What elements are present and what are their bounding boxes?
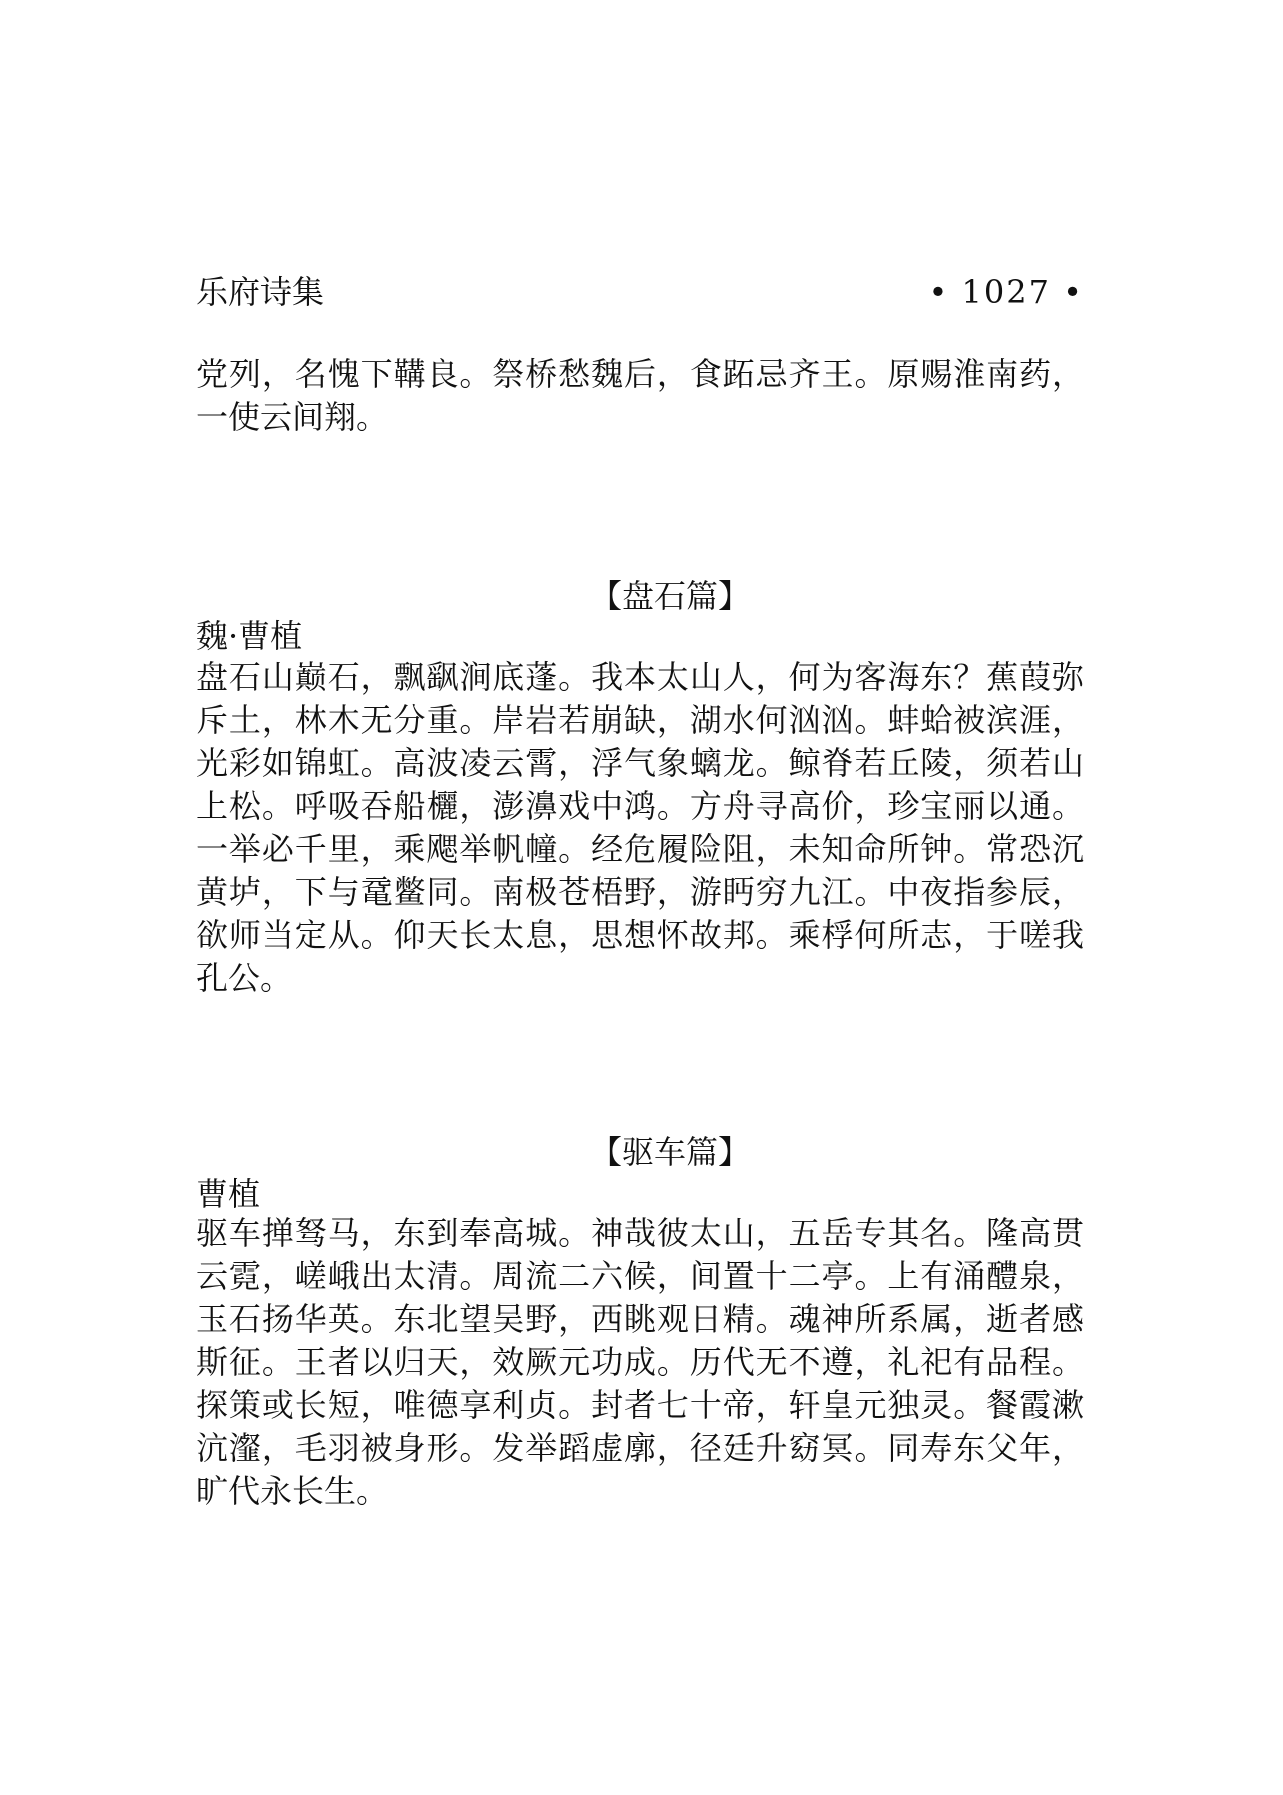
section-text-panshi: 盘石山巅石，飘飖涧底蓬。我本太山人，何为客海东？蕉葭弥斥土，林木无分重。岸岩若崩缺，湖水何汹汹。蚌蛤被滨涯，光彩如锦虹。高波凌云霄，浮气象螭龙。鲸脊若丘陵，须若山上松。呼吸吞船欐，澎濞戏中鸿。方舟寻高价，珍宝丽以通。一举必千里，乘飔举帆幢。经危履险阻，未知命所钟。常恐沉黄垆，下与鼋鳖同。南极苍梧野，游眄穷九江。中夜指参辰，欲师当定从。仰天长太息，思想怀故邦。乘桴何所志，于嗟我孔公。 bbox=[196, 658, 1084, 997]
section-author-panshi: 魏·曹植 bbox=[196, 617, 303, 655]
section-text-quche: 驱车掸驽马，东到奉高城。神哉彼太山，五岳专其名。隆高贯云霓，嵯峨出太清。周流二六候，间置十二亭。上有涌醴泉，玉石扬华英。东北望吴野，西眺观日精。魂神所系属，逝者感斯征。王者以归天，效厥元功成。历代无不遵，礼祀有品程。探策或长短，唯德享利贞。封者七十帝，轩皇元独灵。餐霞漱沆瀣，毛羽被身形。发举蹈虚廓，径廷升窈冥。同寿东父年，旷代永长生。 bbox=[196, 1214, 1084, 1510]
book-title: 乐府诗集 bbox=[196, 273, 325, 311]
document-page bbox=[196, 0, 1084, 1795]
page-number: • 1027 • bbox=[928, 273, 1084, 311]
page-header bbox=[196, 270, 1084, 314]
section-title-panshi: 【盘石篇】 bbox=[589, 577, 750, 615]
section-title-quche: 【驱车篇】 bbox=[589, 1133, 750, 1171]
continuation-text: 党列，名愧下鞲良。祭桥愁魏后，食跖忌齐王。原赐淮南药，一使云间翔。 bbox=[196, 355, 1084, 436]
section-author-quche: 曹植 bbox=[196, 1175, 261, 1213]
